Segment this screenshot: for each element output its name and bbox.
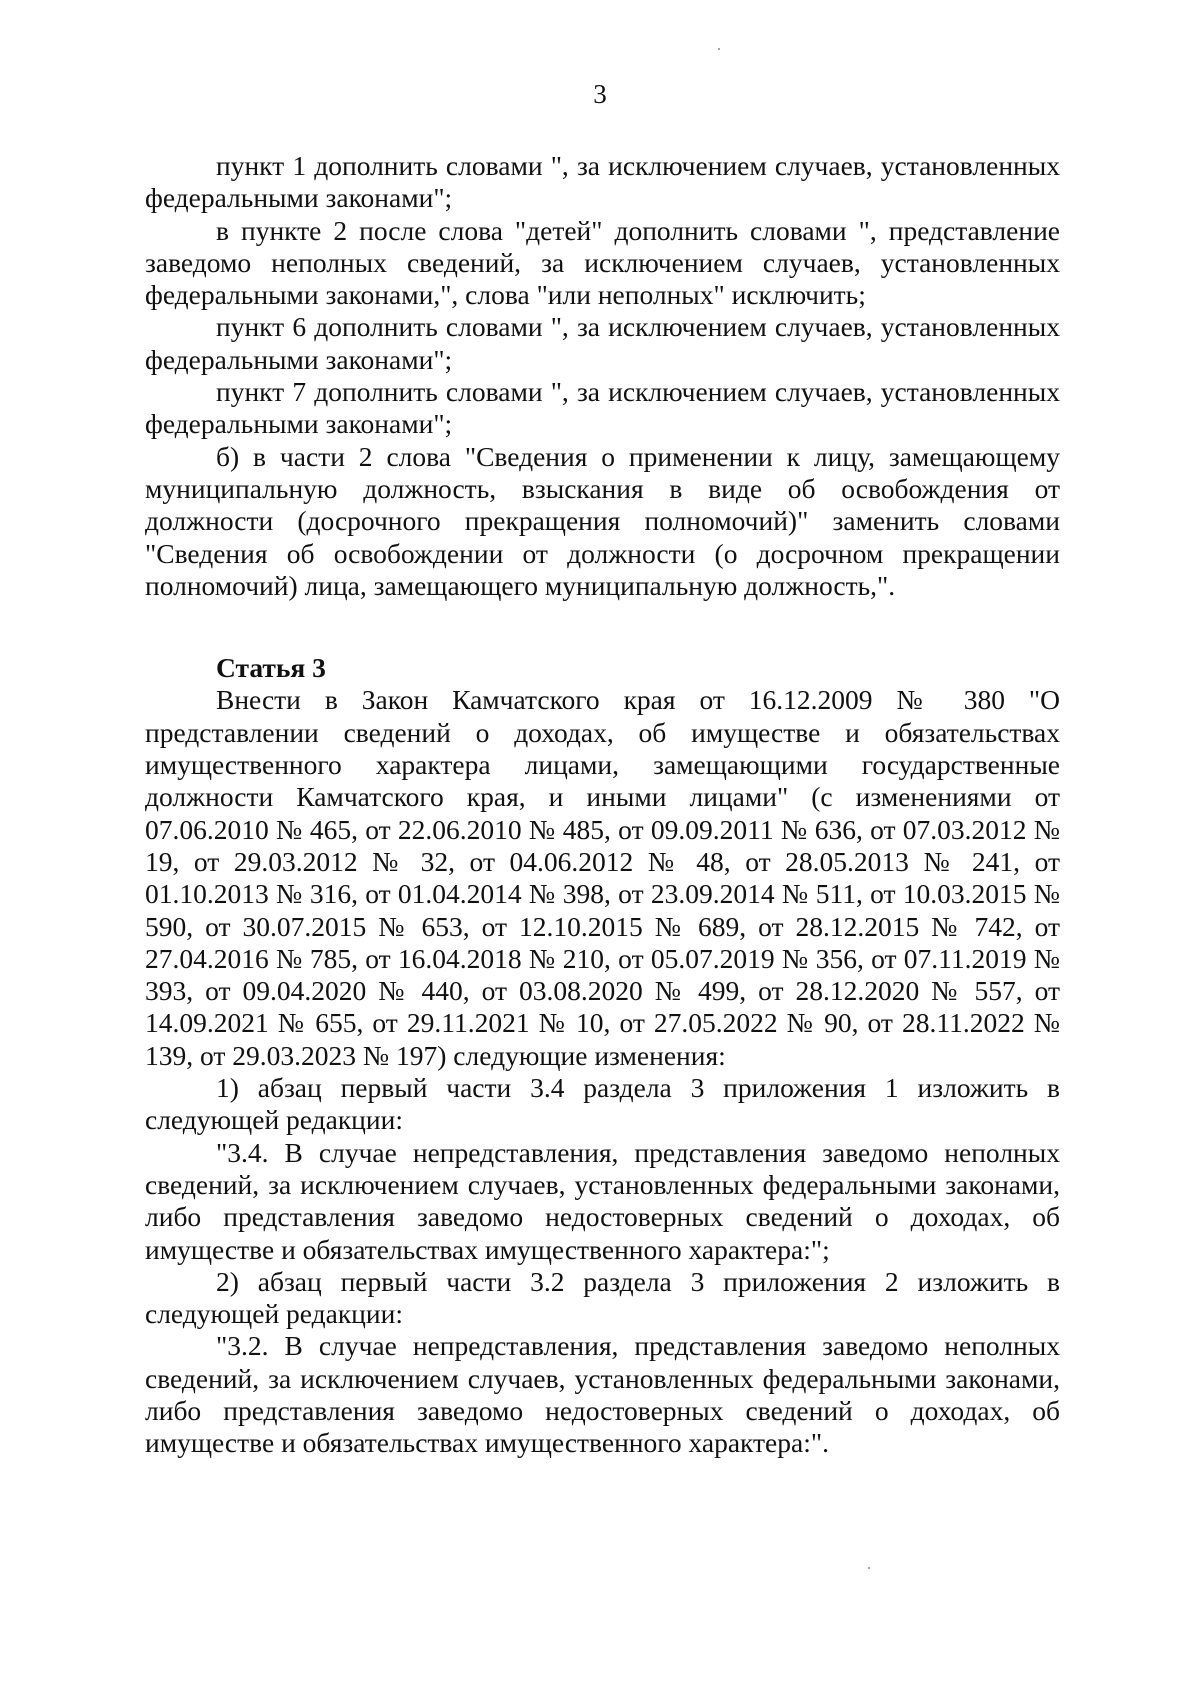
- paragraph-item-7-addition: пункт 7 дополнить словами ", за исключением случаев, установленных федеральными законами";: [145, 376, 1060, 440]
- paragraph-item-2-addition: в пункте 2 после слова "детей" дополнить словами ", представление заведомо неполных сведений, за исключением случаев, установленных федеральными законами,", слова "или неполных" исключить;: [145, 214, 1060, 311]
- paragraph-amendment-2: 2) абзац первый части 3.2 раздела 3 приложения 2 изложить в следующей редакции:: [145, 1265, 1060, 1330]
- article-heading: Статья 3: [216, 652, 326, 684]
- scan-speck: [868, 1567, 870, 1569]
- paragraph-amendment-1: 1) абзац первый части 3.4 раздела 3 приложения 1 изложить в следующей редакции:: [145, 1072, 1060, 1136]
- scan-speck: [718, 48, 720, 50]
- document-body: [145, 150, 1060, 1460]
- paragraph-part-2-replacement: б) в части 2 слова "Сведения о применении к лицу, замещающему муниципальную должность, взыскания в виде об освобождения от должности (досрочного прекращения полномочий)" заменить словами "Сведения об освобождении от должности (о досрочном прекращении полномочий) лица, замещающего муниципальную должность,".: [145, 440, 1060, 601]
- paragraph-quote-3-4: "3.4. В случае непредставления, представления заведомо неполных сведений, за исключением случаев, установленных федеральными законами, либо представления заведомо недостоверных сведений о доходах, об имуществе и обязательствах имущественного характера:";: [145, 1136, 1060, 1265]
- paragraph-item-6-addition: пункт 6 дополнить словами ", за исключением случаев, установленных федеральными законами";: [145, 311, 1060, 375]
- page-number: 3: [593, 79, 607, 109]
- paragraph-item-1-addition: пункт 1 дополнить словами ", за исключением случаев, установленных федеральными законами";: [145, 150, 1060, 214]
- paragraph-law-amendment-intro: Внести в Закон Камчатского края от 16.12.2009 № 380 "О представлении сведений о доходах, об имуществе и обязательствах имущественного характера лицами, замещающими государственные должности Камчатского края, и иными лицами" (с изменениями от 07.06.2010 № 465, от 22.06.2010 № 485, от 09.09.2011 № 636, от 07.03.2012 № 19, от 29.03.2012 № 32, от 04.06.2012 № 48, от 28.05.2013 № 241, от 01.10.2013 № 316, от 01.04.2014 № 398, от 23.09.2014 № 511, от 10.03.2015 № 590, от 30.07.2015 № 653, от 12.10.2015 № 689, от 28.12.2015 № 742, от 27.04.2016 № 785, от 16.04.2018 № 210, от 05.07.2019 № 356, от 07.11.2019 № 393, от 09.04.2020 № 440, от 03.08.2020 № 499, от 28.12.2020 № 557, от 14.09.2021 № 655, от 29.11.2021 № 10, от 27.05.2022 № 90, от 28.11.2022 № 139, от 29.03.2023 № 197) следующие изменения:: [145, 684, 1060, 1071]
- paragraph-quote-3-2: "3.2. В случае непредставления, представления заведомо неполных сведений, за исключением случаев, установленных федеральными законами, либо представления заведомо недостоверных сведений о доходах, об имуществе и обязательствах имущественного характера:".: [145, 1330, 1060, 1459]
